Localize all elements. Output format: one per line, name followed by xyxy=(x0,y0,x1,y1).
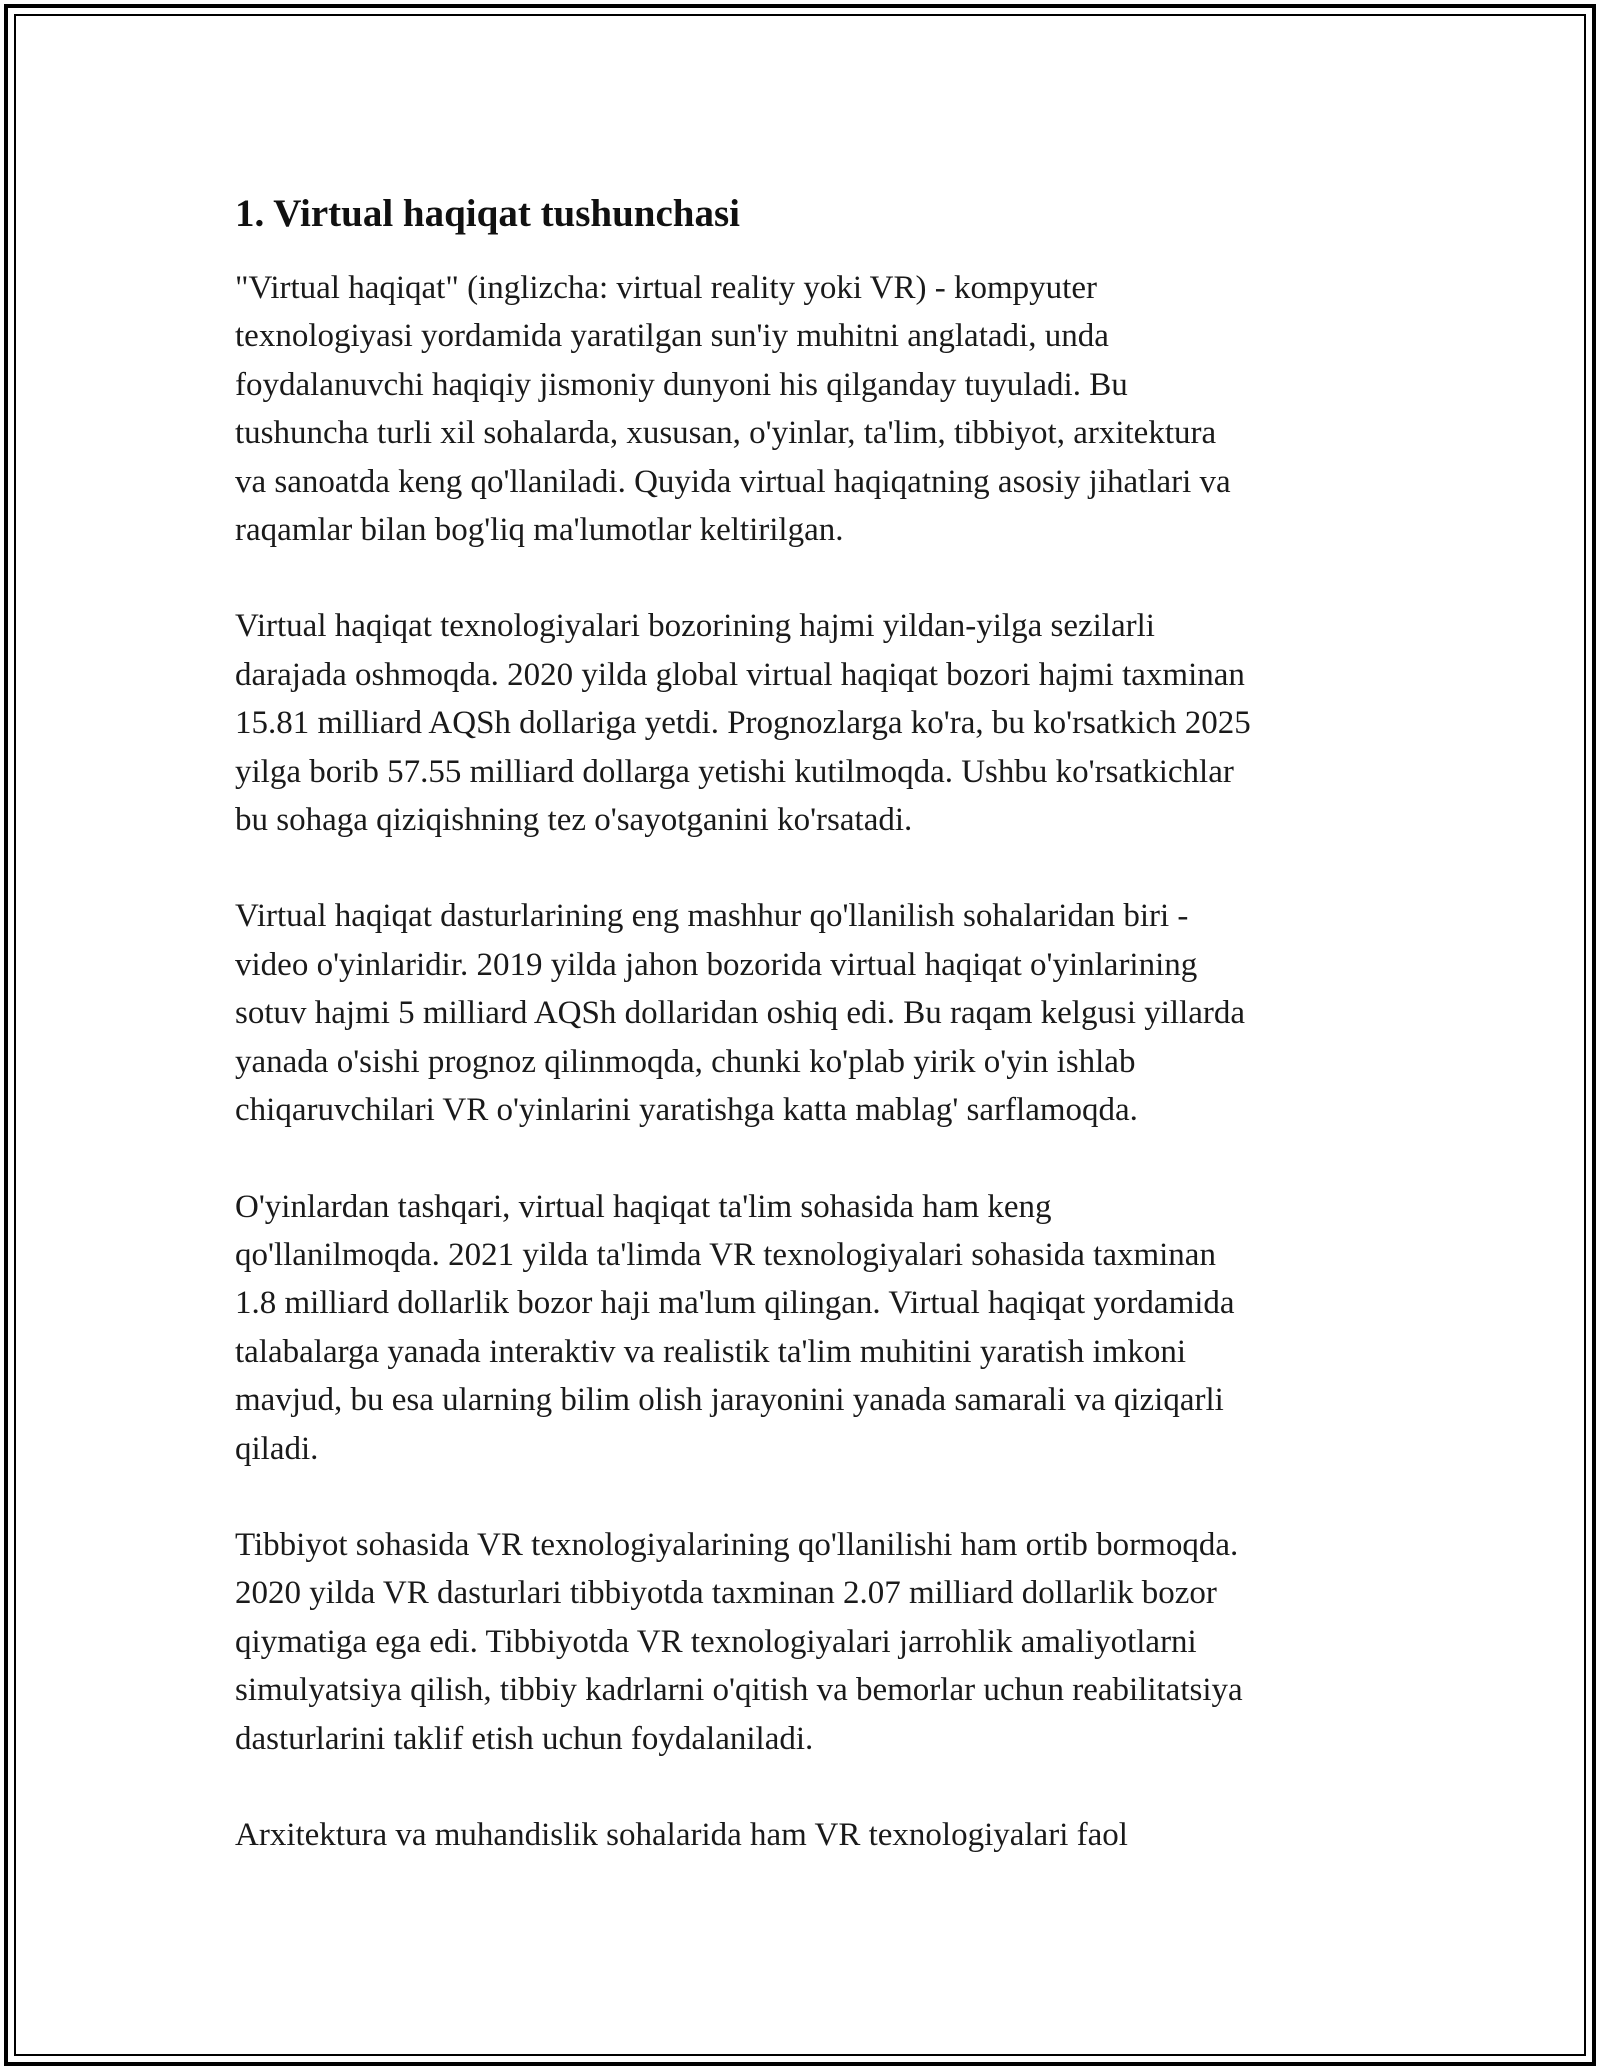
section-heading: 1. Virtual haqiqat tushunchasi xyxy=(235,192,741,235)
paragraph-education: O'yinlardan tashqari, virtual haqiqat ta'lim sohasida ham keng qo'llanilmoqda. 2021 yilda ta'limda VR texnologiyalari sohasida taxminan 1.8 milliard dollarlik bozor haji ma'lum qilingan. Virtual haqiqat yordamida talabalarga yanada interaktiv va realistik ta'lim muhitini yaratish imkoni mavjud, bu esa ularning bilim olish jarayonini yanada samarali va qiziqarli qiladi. xyxy=(235,1188,1235,1467)
paragraph-architecture: Arxitektura va muhandislik sohalarida ham VR texnologiyalari faol xyxy=(235,1816,1128,1853)
paragraph-market-size: Virtual haqiqat texnologiyalari bozorining hajmi yildan-yilga sezilarli darajada oshmoqda. 2020 yilda global virtual haqiqat bozori hajmi taxminan 15.81 milliard AQSh dollariga yetdi. Prognozlarga ko'ra, bu ko'rsatkich 2025 yilga borib 57.55 milliard dollarga yetishi kutilmoqda. Ushbu ko'rsatkichlar bu sohaga qiziqishning tez o'sayotganini ko'rsatadi. xyxy=(235,608,1251,839)
document-body xyxy=(235,186,1375,1907)
paragraph-medicine: Tibbiyot sohasida VR texnologiyalarining qo'llanilishi ham ortib bormoqda. 2020 yilda VR dasturlari tibbiyotda taxminan 2.07 milliard dollarlik bozor qiymatiga ega edi. Tibbiyotda VR texnologiyalari jarrohlik amaliyotlarni simulyatsiya qilish, tibbiy kadrlarni o'qitish va bemorlar uchun reabilitatsiya dasturlarini taklif etish uchun foydalaniladi. xyxy=(235,1526,1243,1757)
paragraph-video-games: Virtual haqiqat dasturlarining eng mashhur qo'llanilish sohalaridan biri - video o'yinlaridir. 2019 yilda jahon bozorida virtual haqiqat o'yinlarining sotuv hajmi 5 milliard AQSh dollaridan oshiq edi. Bu raqam kelgusi yillarda yanada o'sishi prognoz qilinmoqda, chunki ko'plab yirik o'yin ishlab chiqaruvchilari VR o'yinlarini yaratishga katta mablag' sarflamoqda. xyxy=(235,898,1246,1129)
paragraph-intro: "Virtual haqiqat" (inglizcha: virtual reality yoki VR) - kompyuter texnologiyasi yordamida yaratilgan sun'iy muhitni anglatadi, unda foydalanuvchi haqiqiy jismoniy dunyoni his qilganday tuyuladi. Bu tushuncha turli xil sohalarda, xususan, o'yinlar, ta'lim, tibbiyot, arxitektura va sanoatda keng qo'llaniladi. Quyida virtual haqiqatning asosiy jihatlari va raqamlar bilan bog'liq ma'lumotlar keltirilgan. xyxy=(235,270,1231,549)
